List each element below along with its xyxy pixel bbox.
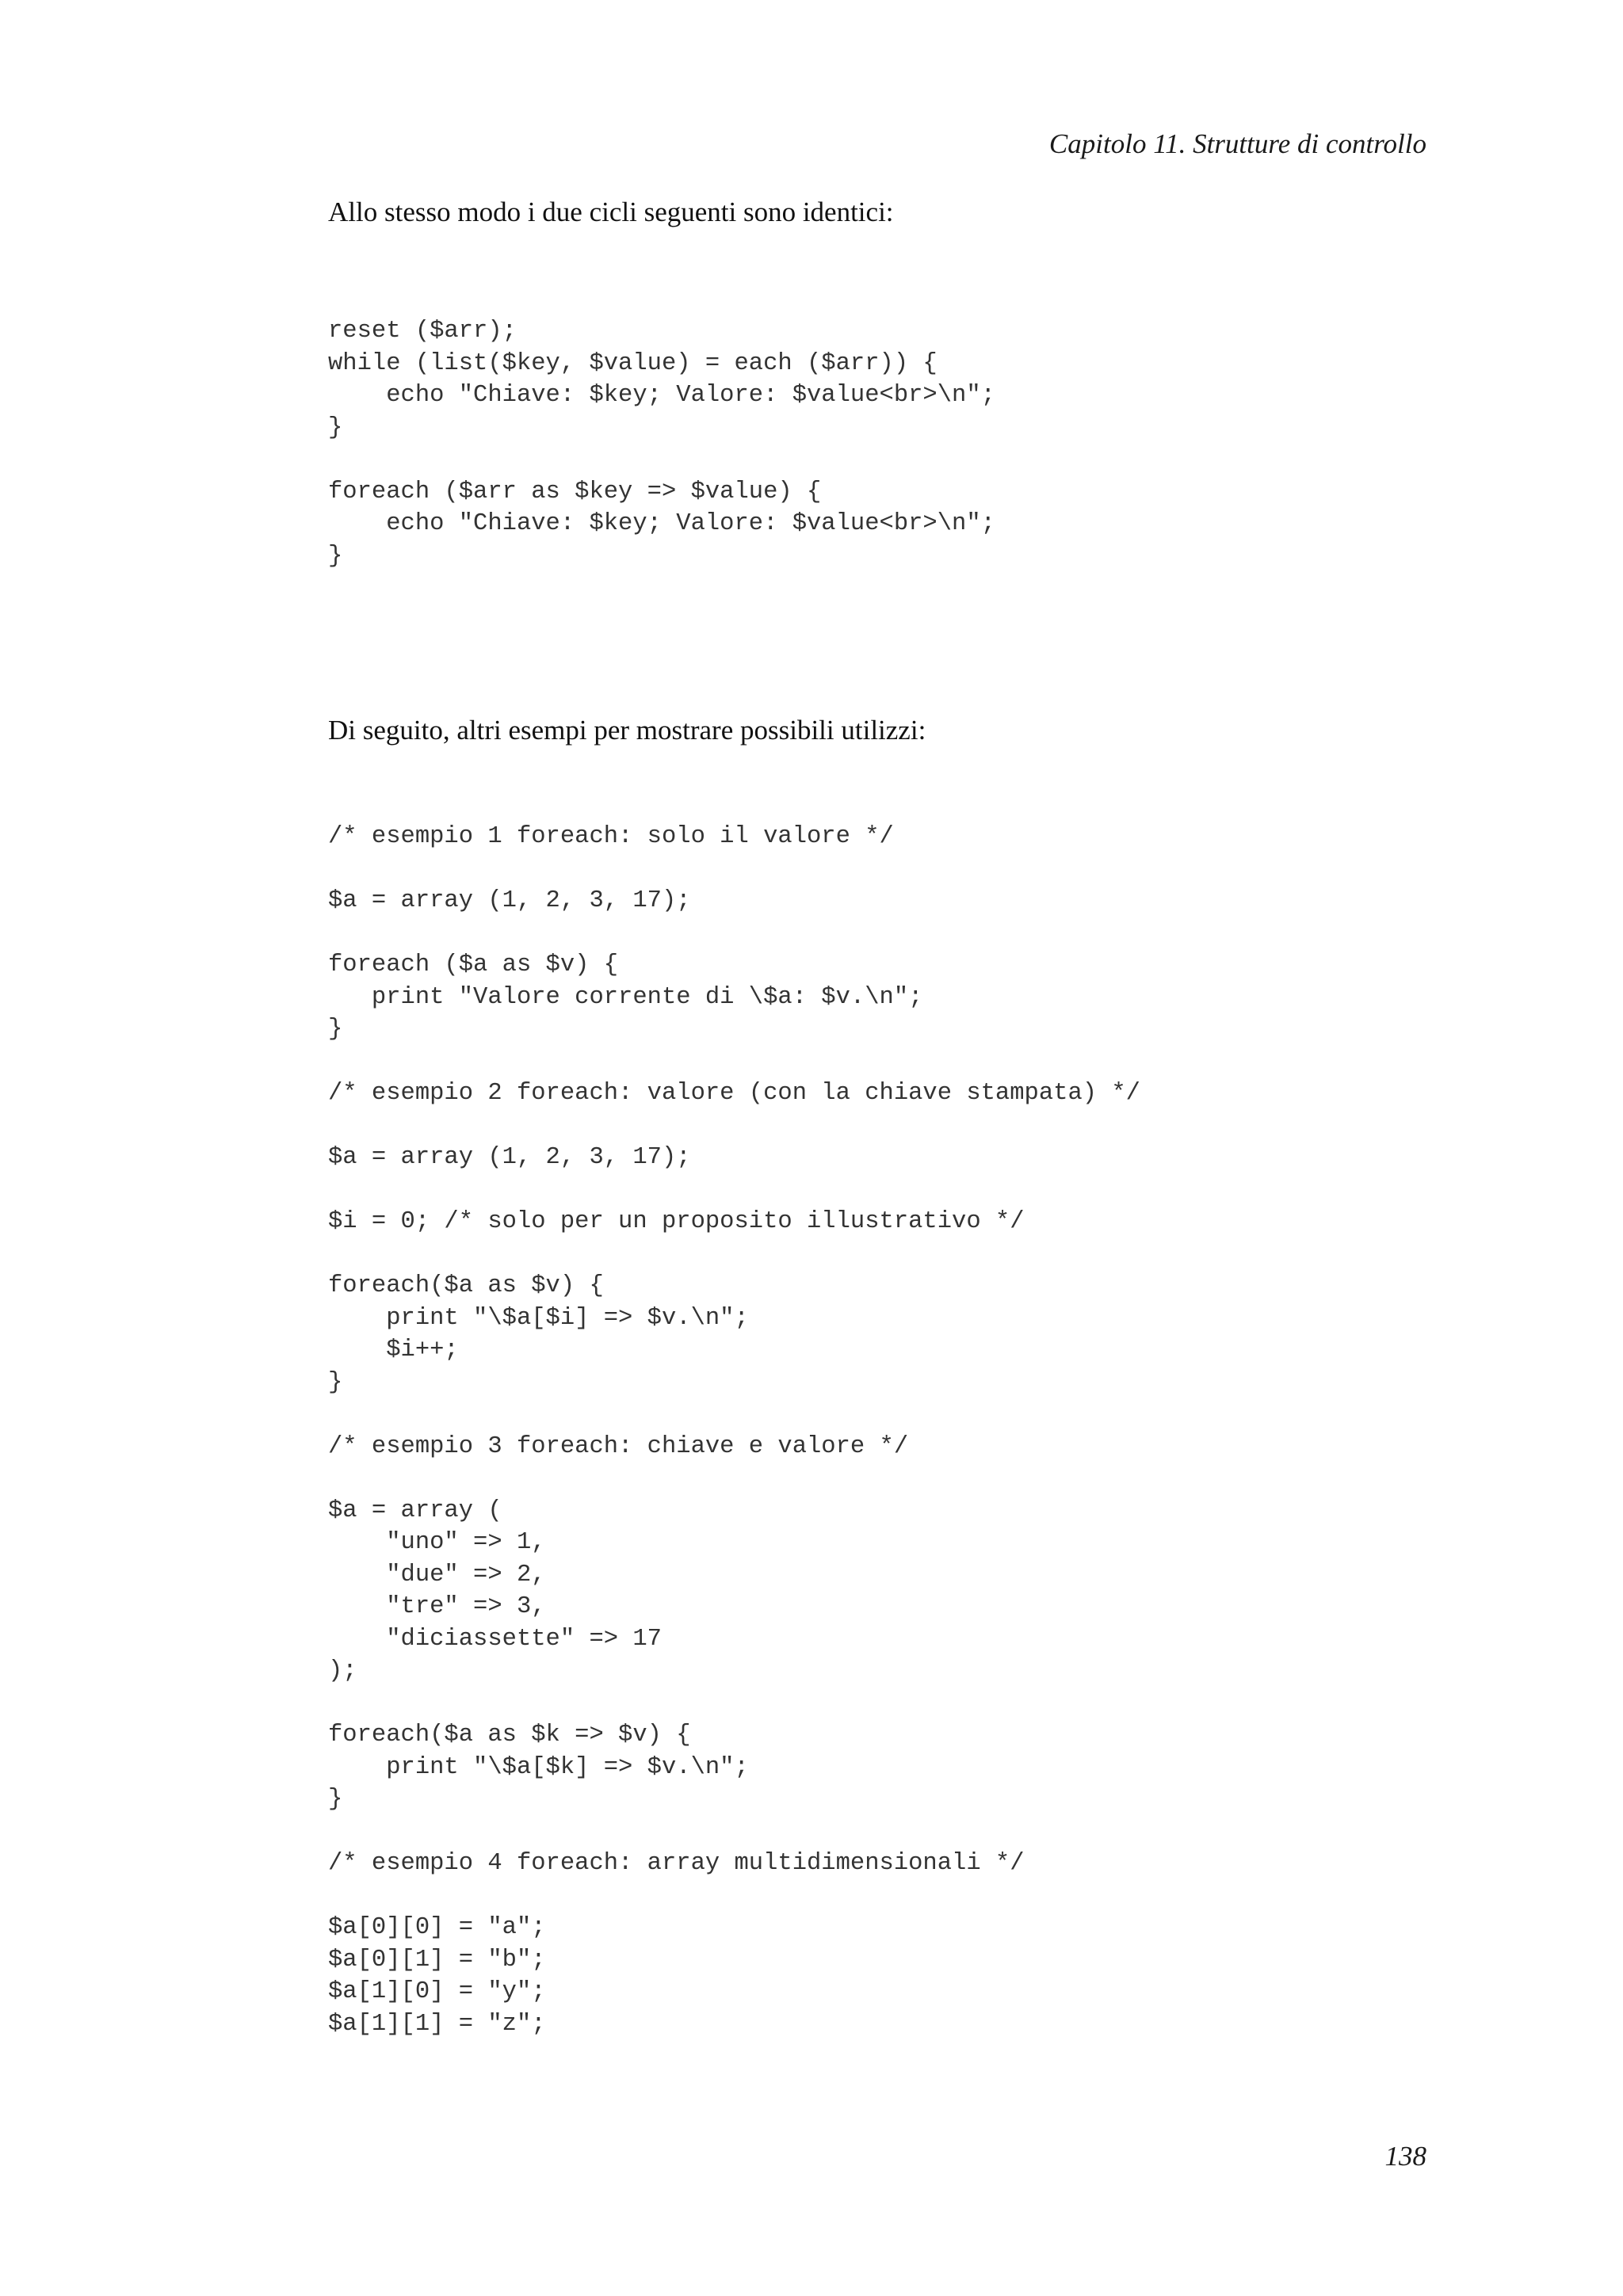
code-block-loops: reset ($arr); while (list($key, $value) = each ($arr)) { echo "Chiave: $key; Valore: $value<br>\n"; } foreach ($arr as $key => $value) { echo "Chiave: $key; Valore: $value<br>\n"; } — [328, 318, 995, 570]
paragraph-intro-examples: Di seguito, altri esempi per mostrare possibili utilizzi: — [328, 715, 926, 746]
chapter-header: Capitolo 11. Strutture di controllo — [1048, 128, 1426, 159]
code-block-examples: /* esempio 1 foreach: solo il valore */ $a = array (1, 2, 3, 17); foreach ($a as $v) { print "Valore corrente di \$a: $v.\n"; } /* esempio 2 foreach: valore (con la chiave stampata) */ $a = array (1, 2, 3, 17); $i = 0; /* solo per un proposito illustrativo */ foreach($a as $v) { print "\$a[$i] => $v.\n"; $i++; } /* esempio 3 foreach: chiave e valore */ $a = array ( "uno" => 1, "due" => 2, "tre" => 3, "diciassette" => 17 ); foreach($a as $k => $v) { print "\$a[$k] => $v.\n"; } /* esempio 4 foreach: array multidimensionali */ $a[0][0] = "a"; $a[0][1] = "b"; $a[1][0] = "y"; $a[1][1] = "z"; — [328, 823, 1140, 2038]
paragraph-intro-loops: Allo stesso modo i due cicli seguenti sono identici: — [328, 196, 894, 227]
page-number: 138 — [1384, 2141, 1426, 2172]
